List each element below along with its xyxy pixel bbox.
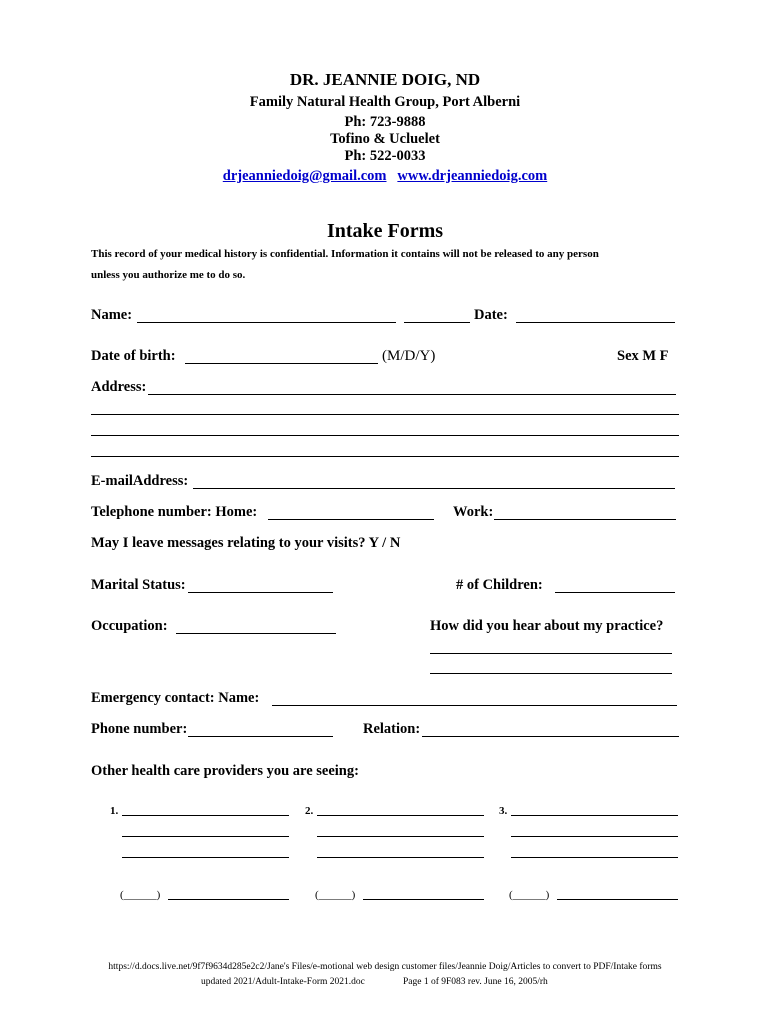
phone-tofino: Ph: 522-0033 [344, 148, 426, 164]
confidential-notice-line2: unless you authorize me to do so. [91, 269, 246, 281]
provider-3-field-2[interactable] [511, 836, 678, 837]
dob-field[interactable] [185, 363, 378, 364]
provider-3-area-code: (______) [509, 889, 550, 901]
providers-label: Other health care providers you are seeing: [91, 763, 359, 779]
name-label: Name: [91, 307, 133, 323]
occupation-field[interactable] [176, 633, 336, 634]
occupation-label: Occupation: [91, 618, 168, 634]
phone-port-alberni: Ph: 723-9888 [344, 114, 426, 130]
children-label: # of Children: [456, 577, 543, 593]
provider-3-field-1[interactable] [511, 815, 678, 816]
hear-field-2[interactable] [430, 673, 672, 674]
email-link[interactable]: drjeanniedoig@gmail.com [222, 168, 387, 184]
tel-home-label: Telephone number: Home: [91, 504, 258, 520]
footer-updated: updated 2021/Adult-Intake-Form 2021.doc [201, 977, 365, 987]
messages-question[interactable]: May I leave messages relating to your visits? Y / N [91, 535, 401, 551]
provider-2-area-code: (______) [315, 889, 356, 901]
provider-3-number: 3. [499, 805, 508, 817]
tel-work-label: Work: [453, 504, 494, 520]
address-field-2[interactable] [91, 414, 679, 415]
provider-2-field-2[interactable] [317, 836, 484, 837]
hear-field-1[interactable] [430, 653, 672, 654]
emergency-phone-field[interactable] [188, 736, 333, 737]
relation-label: Relation: [363, 721, 421, 737]
footer-path: https://d.docs.live.net/9f7f9634d285e2c2/Jane's Files/e-motional web design customer files/Jeannie Doig/Articles to convert to PDF/Intake forms [108, 962, 662, 972]
address-field-1[interactable] [148, 394, 676, 395]
form-title: Intake Forms [326, 220, 444, 242]
tel-work-field[interactable] [494, 519, 676, 520]
provider-3-field-3[interactable] [511, 857, 678, 858]
tel-home-field[interactable] [268, 519, 434, 520]
date-label: Date: [474, 307, 508, 323]
provider-2-number: 2. [305, 805, 314, 817]
clinic-name: Family Natural Health Group, Port Alberni [249, 94, 521, 110]
provider-1-number: 1. [110, 805, 119, 817]
name-field[interactable] [137, 322, 396, 323]
emergency-label: Emergency contact: Name: [91, 690, 260, 706]
address-field-4[interactable] [91, 456, 679, 457]
sex-selector[interactable]: Sex M F [617, 348, 669, 364]
provider-2-field-1[interactable] [317, 815, 484, 816]
provider-1-area-code: (______) [120, 889, 161, 901]
emergency-phone-label: Phone number: [91, 721, 188, 737]
email-field[interactable] [193, 488, 675, 489]
provider-2-phone-field[interactable] [363, 899, 484, 900]
marital-field[interactable] [188, 592, 333, 593]
website-link[interactable]: www.drjeanniedoig.com [397, 168, 548, 184]
provider-1-field-2[interactable] [122, 836, 289, 837]
date-field[interactable] [516, 322, 675, 323]
marital-label: Marital Status: [91, 577, 186, 593]
doctor-name: DR. JEANNIE DOIG, ND [289, 70, 481, 89]
provider-1-phone-field[interactable] [168, 899, 289, 900]
address-label: Address: [91, 379, 147, 395]
provider-1-field-1[interactable] [122, 815, 289, 816]
provider-2-field-3[interactable] [317, 857, 484, 858]
dob-format: (M/D/Y) [382, 348, 436, 364]
address-field-3[interactable] [91, 435, 679, 436]
dob-label: Date of birth: [91, 348, 176, 364]
footer-page: Page 1 of 9F083 rev. June 16, 2005/rh [403, 977, 548, 987]
confidential-notice-line1: This record of your medical history is confidential. Information it contains will not be released to any person [91, 248, 599, 260]
email-label: E-mailAddress: [91, 473, 189, 489]
relation-field[interactable] [422, 736, 679, 737]
name-extra-field[interactable] [404, 322, 470, 323]
hear-label: How did you hear about my practice? [430, 618, 664, 634]
emergency-name-field[interactable] [272, 705, 677, 706]
location-tofino: Tofino & Ucluelet [330, 131, 440, 147]
provider-3-phone-field[interactable] [557, 899, 678, 900]
children-field[interactable] [555, 592, 675, 593]
contact-links [0, 168, 770, 185]
provider-1-field-3[interactable] [122, 857, 289, 858]
